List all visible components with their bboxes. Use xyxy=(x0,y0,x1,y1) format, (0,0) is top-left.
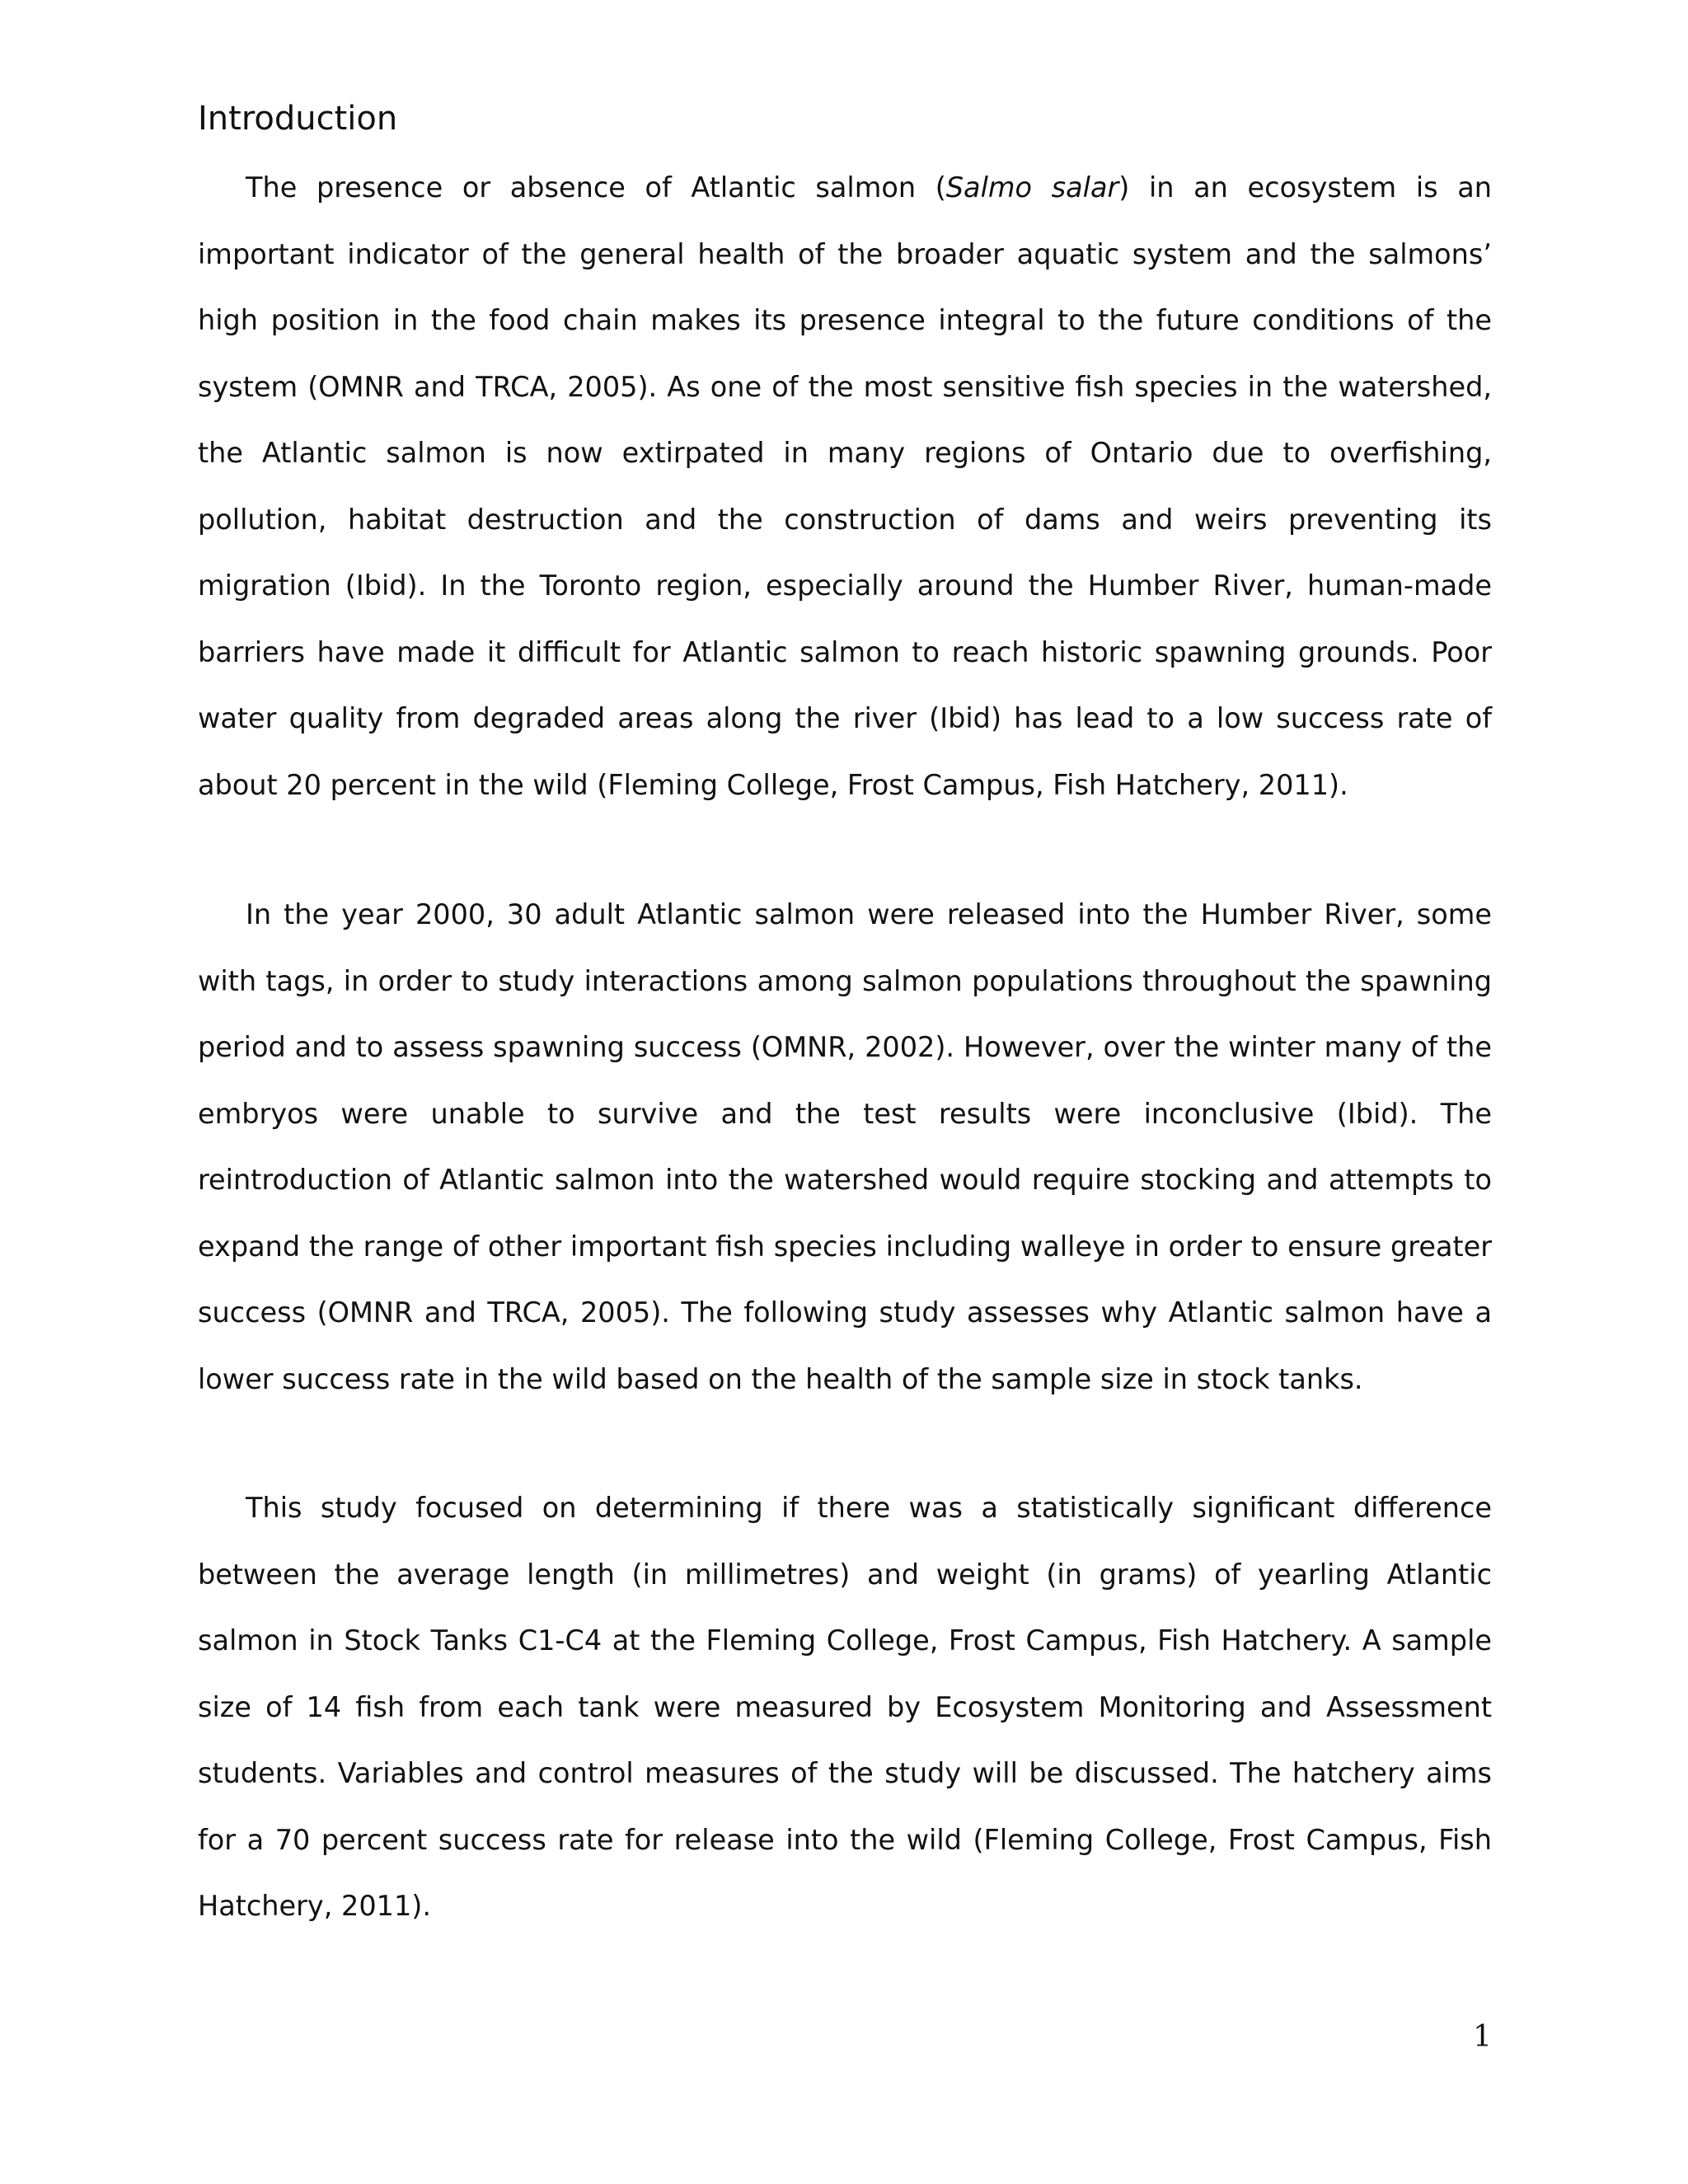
paragraph-1-text-rest: ) in an ecosystem is an important indicator of the general health of the broader aquatic system and the salmons’ high position in the food chain makes its presence integral to the future conditions of the system (OMNR and TRCA, 2005). As one of the most sensitive fish species in the watershed, the Atlantic salmon is now extirpated in many regions of Ontario due to overfishing, pollution, habitat destruction and the construction of dams and weirs preventing its migration (Ibid). In the Toronto region, especially around the Humber River, human-made barriers have made it difficult for Atlantic salmon to reach historic spawning grounds. Poor water quality from degraded areas along the river (Ibid) has lead to a low success rate of about 20 percent in the wild (Fleming College, Frost Campus, Fish Hatchery, 2011). xyxy=(198,171,1492,801)
section-heading: Introduction xyxy=(198,100,398,138)
paragraph-2: In the year 2000, 30 adult Atlantic salmon were released into the Humber River, some with tags, in order to study interactions among salmon populations throughout the spawning period and to assess spawning success (OMNR, 2002). However, over the winter many of the embryos were unable to survive and the test results were inconclusive (Ibid). The reintroduction of Atlantic salmon into the watershed would require stocking and attempts to expand the range of other important fish species including walleye in order to ensure greater success (OMNR and TRCA, 2005). The following study assesses why Atlantic salmon have a lower success rate in the wild based on the health of the sample size in stock tanks. xyxy=(198,898,1492,1395)
paragraph-3: This study focused on determining if there was a statistically significant difference between the average length (in millimetres) and weight (in grams) of yearling Atlantic salmon in Stock Tanks C1-C4 at the Fleming College, Frost Campus, Fish Hatchery. A sample size of 14 fish from each tank were measured by Ecosystem Monitoring and Assessment students. Variables and control measures of the study will be discussed. The hatchery aims for a 70 percent success rate for release into the wild (Fleming College, Frost Campus, Fish Hatchery, 2011). xyxy=(198,1492,1492,1922)
paragraph-1-text-start: The presence or absence of Atlantic salmon ( xyxy=(246,171,946,204)
species-name: Salmo salar xyxy=(945,171,1119,204)
paragraph-1 xyxy=(198,155,1492,818)
page-number: 1 xyxy=(1473,2020,1492,2054)
